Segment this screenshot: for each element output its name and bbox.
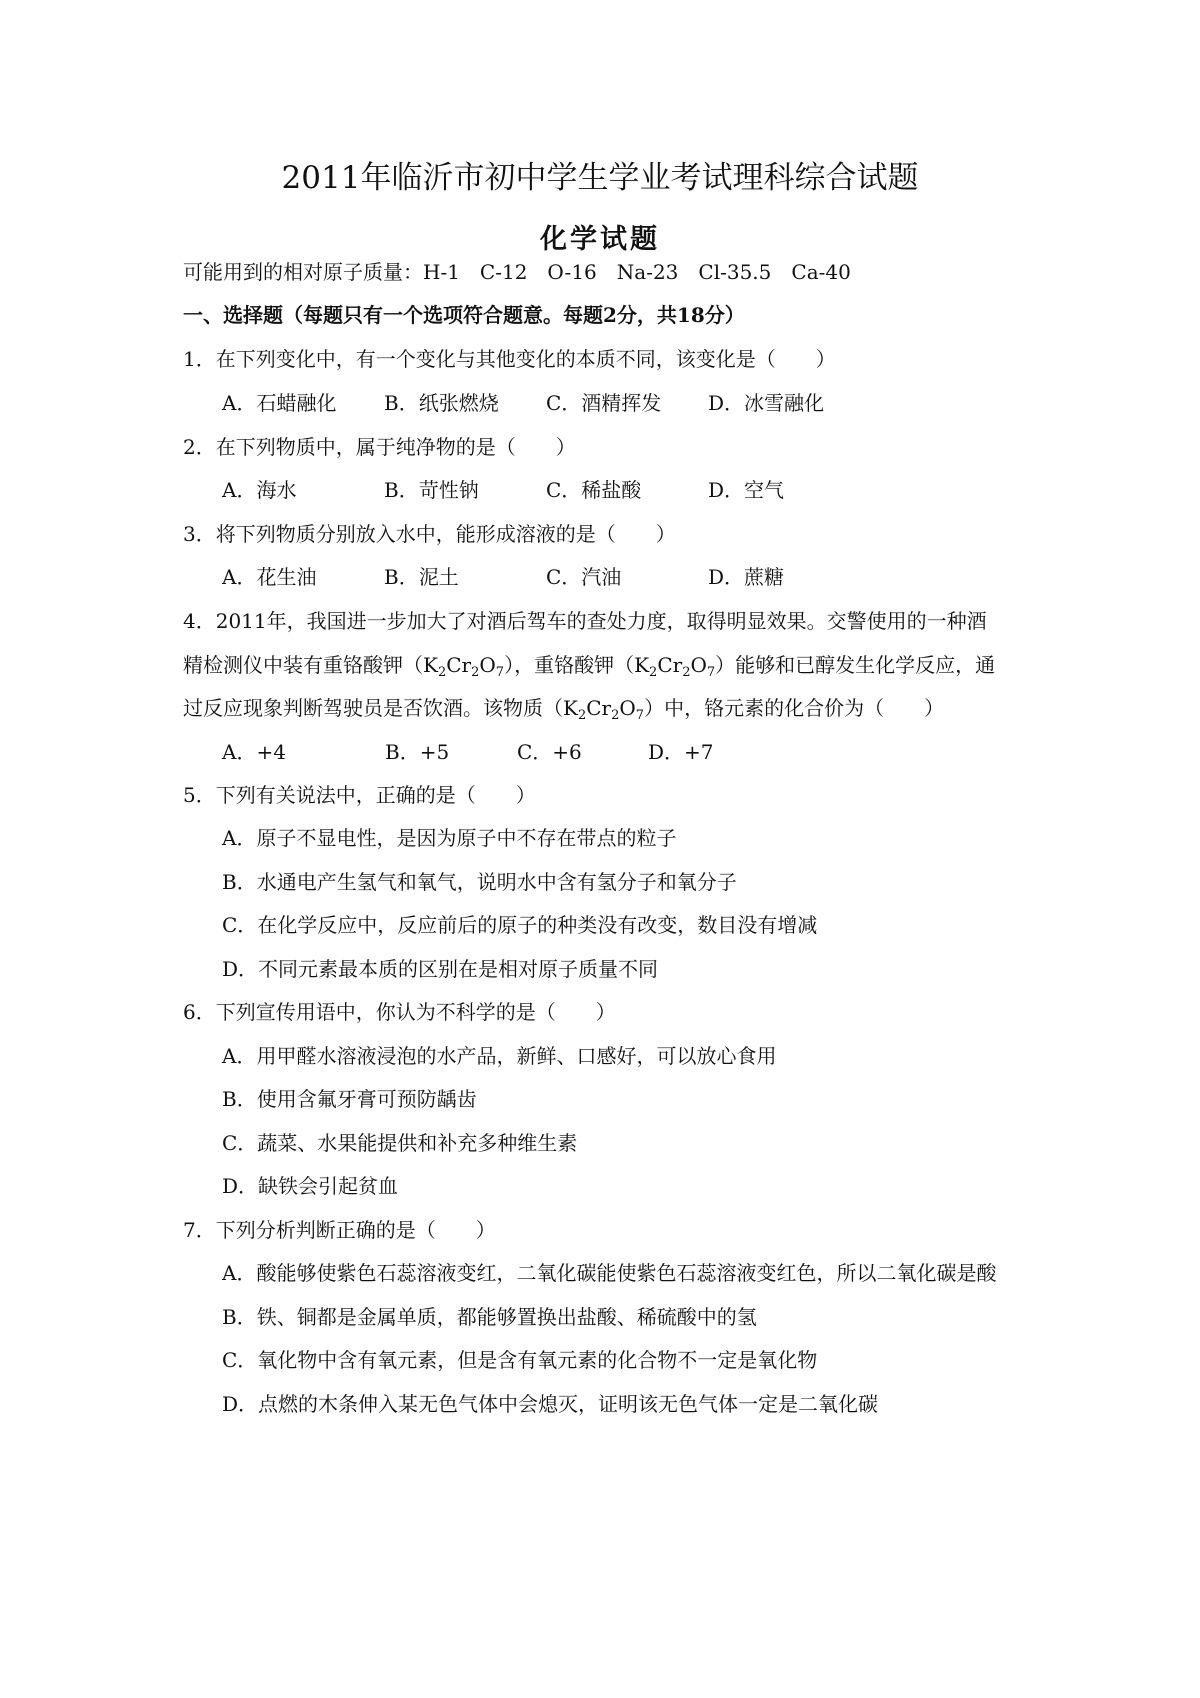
- question-4-line-2: 精检测仪中装有重铬酸钾$(K_2Cr_2O_7)$，重铬酸钾$(K_2Cr_2O_7)$能够和已醇发生化学反应，通: [183, 653, 996, 680]
- question-3-option-c: C．汽油: [546, 565, 622, 589]
- question-2-stem: 2．在下列物质中，属于纯净物的是（ ）: [183, 435, 576, 459]
- atomic-masses-note: 可能用到的相对原子质量：H-1 C-12 O-16 Na-23 Cl-35.5 Ca-40: [183, 260, 851, 284]
- question-5-stem: 5．下列有关说法中，正确的是（ ）: [183, 783, 536, 807]
- question-7-option-b: B．铁、铜都是金属单质，都能够置换出盐酸、稀硫酸中的氢: [222, 1305, 757, 1329]
- question-1-option-b: B．纸张燃烧: [384, 391, 499, 415]
- chemical-formula: $K_2Cr_2O_7$: [423, 653, 505, 680]
- question-2-option-b: B．苛性钠: [384, 478, 479, 502]
- question-7-option-c: C．氧化物中含有氧元素，但是含有氧元素的化合物不一定是氧化物: [222, 1348, 818, 1372]
- question-2-option-c: C．稀盐酸: [546, 478, 642, 502]
- question-1-option-d: D．冰雪融化: [708, 391, 825, 415]
- question-1-stem: 1．在下列变化中，有一个变化与其他变化的本质不同，该变化是（ ）: [183, 347, 836, 371]
- question-5-option-b: B．水通电产生氢气和氧气，说明水中含有氢分子和氧分子: [222, 870, 737, 894]
- question-6-option-d: D．缺铁会引起贫血: [222, 1174, 399, 1198]
- question-7-option-d: D．点燃的木条伸入某无色气体中会熄灭，证明该无色气体一定是二氧化碳: [222, 1392, 879, 1416]
- question-5-option-d: D．不同元素最本质的区别在是相对原子质量不同: [222, 957, 659, 981]
- question-6-stem: 6．下列宣传用语中，你认为不科学的是（ ）: [183, 1000, 616, 1024]
- question-1-option-c: C．酒精挥发: [546, 391, 662, 415]
- question-4-line-3: 过反应现象判断驾驶员是否饮酒。该物质$(K_2Cr_2O_7)$中，铬元素的化合价为（ ）: [183, 696, 945, 723]
- question-3-option-b: B．泥土: [384, 565, 459, 589]
- question-2-option-a: A．海水: [222, 478, 297, 502]
- question-4-line-1: 4．2011年，我国进一步加大了对酒后驾车的查处力度，取得明显效果。交警使用的一种酒: [183, 609, 987, 633]
- question-5-option-a: A．原子不显电性，是因为原子中不存在带点的粒子: [222, 826, 677, 850]
- question-6-option-a: A．用甲醛水溶液浸泡的水产品，新鲜、口感好，可以放心食用: [222, 1044, 777, 1068]
- section-heading: 一、选择题（每题只有一个选项符合题意。每题2分，共18分）: [183, 303, 745, 327]
- question-1-option-a: A．石蜡融化: [222, 391, 337, 415]
- exam-subtitle: 化学试题: [540, 224, 660, 255]
- question-2-option-d: D．空气: [708, 478, 785, 502]
- question-6-option-b: B．使用含氟牙膏可预防龋齿: [222, 1087, 477, 1111]
- question-4-option-a: A．+4: [222, 740, 286, 764]
- question-5-option-c: C．在化学反应中，反应前后的原子的种类没有改变，数目没有增减: [222, 913, 818, 937]
- question-4-option-d: D．+7: [648, 740, 714, 764]
- question-4-option-b: B．+5: [385, 740, 450, 764]
- question-4-option-c: C．+6: [517, 740, 582, 764]
- question-6-option-c: C．蔬菜、水果能提供和补充多种维生素: [222, 1131, 578, 1155]
- exam-title: 2011年临沂市初中学生学业考试理科综合试题: [281, 160, 919, 196]
- question-3-option-d: D．蔗糖: [708, 565, 785, 589]
- chemical-formula: $K_2Cr_2O_7$: [634, 653, 716, 680]
- question-3-stem: 3．将下列物质分别放入水中，能形成溶液的是（ ）: [183, 522, 676, 546]
- question-3-option-a: A．花生油: [222, 565, 317, 589]
- chemical-formula: $K_2Cr_2O_7$: [563, 696, 645, 723]
- question-7-option-a: A．酸能够使紫色石蕊溶液变红，二氧化碳能使紫色石蕊溶液变红色，所以二氧化碳是酸: [222, 1261, 997, 1285]
- question-7-stem: 7．下列分析判断正确的是（ ）: [183, 1218, 496, 1242]
